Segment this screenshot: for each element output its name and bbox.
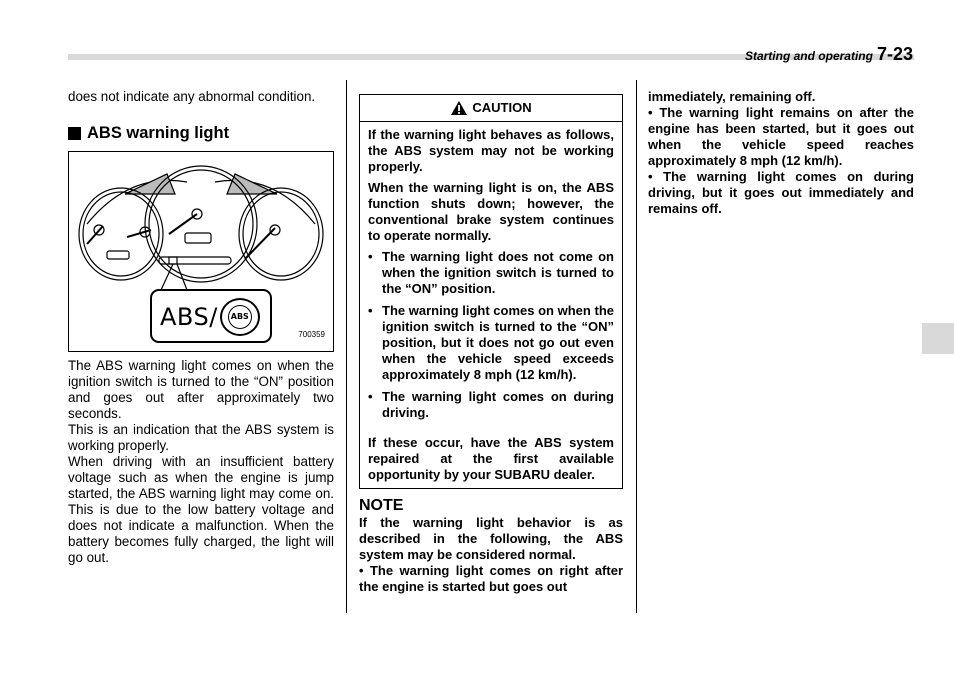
figure-code: 700359 — [298, 330, 325, 339]
note-bullet-start — [359, 563, 623, 595]
body-paragraph: The ABS warning light comes on when the ignition switch is turned to the “ON” position and goes out after approximately two seconds. — [68, 358, 334, 421]
left-column — [68, 89, 334, 566]
note-title: NOTE — [359, 497, 404, 514]
note-bullet — [648, 105, 914, 169]
bullet-dot-icon: • — [359, 563, 370, 578]
caution-bullet — [368, 389, 614, 421]
note-bullet — [648, 169, 914, 217]
caution-bullet-text: The warning light comes on during driving. — [382, 389, 614, 420]
caution-bullet-text: The warning light does not come on when the ignition switch is turned to the “ON” position. — [382, 249, 614, 296]
caution-closing: If these occur, have the ABS system repaired at the first available opportunity by your SUBARU dealer. — [368, 435, 614, 482]
column-divider-1 — [346, 80, 347, 613]
chapter-tab — [922, 323, 954, 354]
intro-text: does not indicate any abnormal condition. — [68, 89, 316, 104]
abs-circle-text: ABS — [228, 305, 252, 329]
caution-title: CAUTION — [472, 100, 532, 115]
note-bullet-text: The warning light comes on during driving, but it goes out immediately and remains off. — [648, 169, 914, 216]
caution-box — [359, 122, 623, 489]
caution-bullet — [368, 303, 614, 383]
note-continuation: immediately, remaining off. — [648, 89, 816, 104]
instrument-cluster-figure — [68, 151, 334, 352]
bullet-dot-icon: • — [648, 169, 664, 184]
caution-bullet — [368, 249, 614, 297]
bullet-dot-icon: • — [368, 389, 373, 404]
caution-body: When the warning light is on, the ABS function shuts down; however, the conventional brake system continues to operate normally. — [368, 180, 614, 243]
page-number: 7-23 — [876, 44, 913, 64]
caution-triangle-icon — [450, 100, 468, 116]
body-paragraph: When driving with an insufficient battery voltage such as when the engine is jump started, the ABS warning light may come on. This is due to the low battery voltage and does not indicate a malfunction. When the battery becomes fully charged, the light will go out. — [68, 454, 334, 565]
right-column — [648, 89, 914, 217]
caution-bullet-text: The warning light comes on when the ignition switch is turned to the “ON” position, but it does not go out even when the vehicle speed exceeds approximately 8 mph (12 km/h). — [382, 303, 614, 382]
abs-circle-symbol — [220, 298, 260, 336]
abs-warning-icon — [160, 298, 260, 336]
middle-column — [359, 94, 623, 595]
bullet-dot-icon: • — [368, 249, 373, 264]
body-paragraph: This is an indication that the ABS system is working properly. — [68, 422, 334, 453]
caution-intro: If the warning light behaves as follows, the ABS system may not be working properly. — [368, 127, 614, 174]
bullet-dot-icon: • — [368, 303, 373, 318]
note-bullet-text: The warning light remains on after the engine has been started, but it goes out when the vehicle speed reaches approximately 8 mph (12 km/h). — [648, 105, 914, 168]
column-divider-2 — [636, 80, 637, 613]
bullet-dot-icon: • — [648, 105, 660, 120]
heading-square-icon — [68, 127, 81, 140]
heading-text: ABS warning light — [87, 124, 230, 142]
note-body: If the warning light behavior is as described in the following, the ABS system may be considered normal. — [359, 515, 623, 562]
running-head — [745, 44, 913, 65]
note-bullet-start-text: The warning light comes on right after the engine is started but goes out — [359, 563, 624, 594]
section-heading — [68, 125, 334, 141]
abs-icon-label: ABS/ — [160, 303, 218, 331]
caution-header — [359, 94, 623, 122]
section-title: Starting and operating — [744, 49, 873, 63]
